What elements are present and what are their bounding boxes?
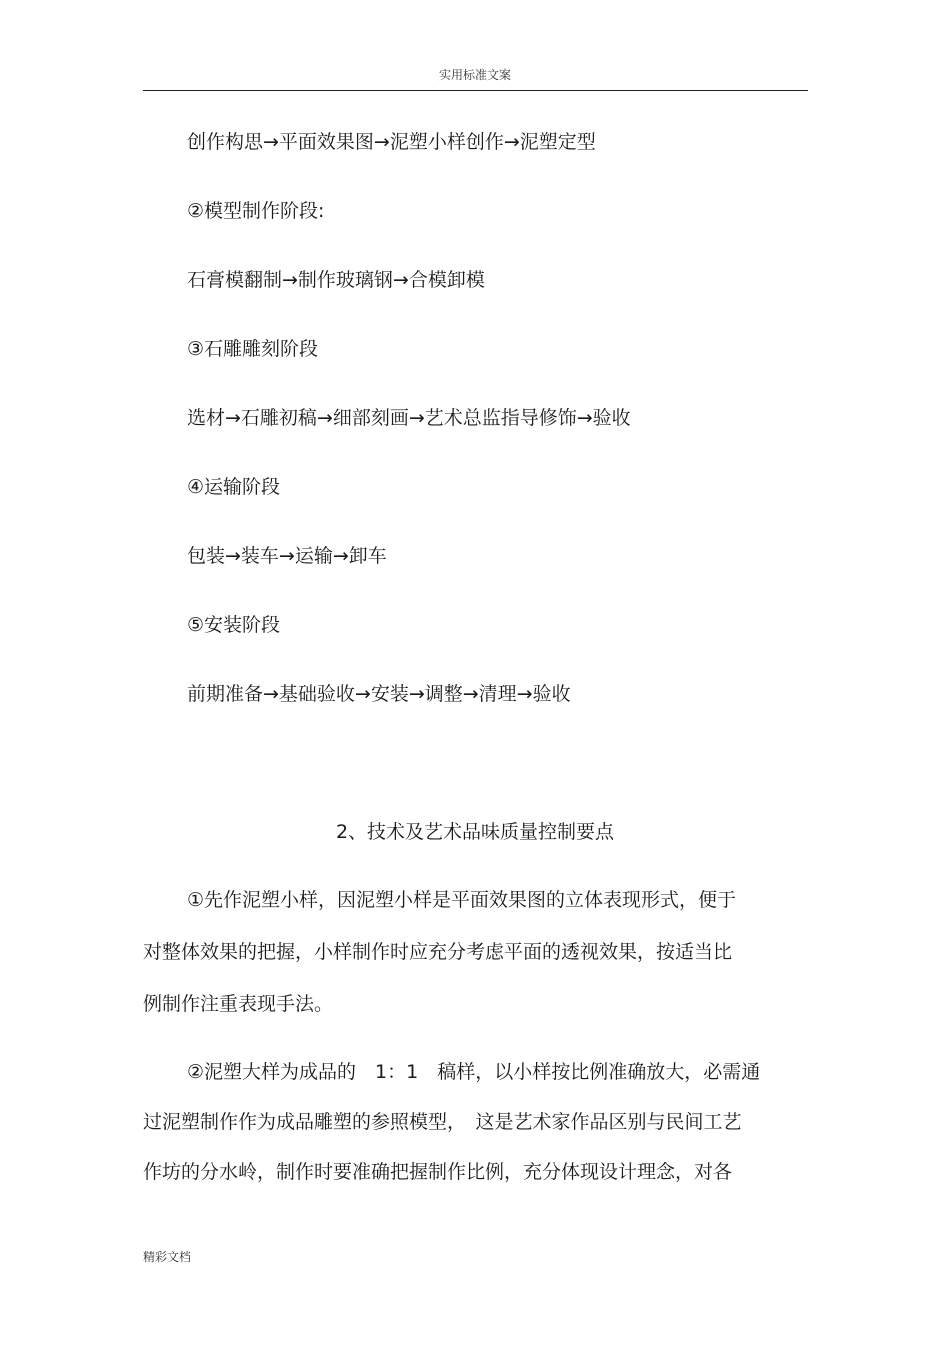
page-header-title: 实用标准文案 (438, 68, 511, 82)
stage-line: 创作构思→平面效果图→泥塑小样创作→泥塑定型 (187, 131, 596, 153)
stage-line: ②模型制作阶段: (187, 200, 325, 222)
stage-line: ④运输阶段 (187, 476, 281, 498)
page-footer: 精彩文档 (143, 1250, 192, 1264)
paragraph-line: 过泥塑制作作为成品雕塑的参照模型， 这是艺术家作品区别与民间工艺 (143, 1111, 742, 1133)
stage-line: ⑤安装阶段 (187, 614, 281, 636)
stage-line: 石膏模翻制→制作玻璃钢→合模卸模 (187, 269, 485, 291)
stage-line: ③石雕雕刻阶段 (187, 338, 319, 360)
stage-line: 包装→装车→运输→卸车 (187, 545, 387, 567)
section-heading: 2、技术及艺术品味质量控制要点 (335, 821, 615, 843)
paragraph-line: 例制作注重表现手法。 (143, 993, 334, 1015)
paragraph-line: ①先作泥塑小样，因泥塑小样是平面效果图的立体表现形式，便于 (187, 889, 737, 911)
paragraph-line: ②泥塑大样为成品的 1：1 稿样，以小样按比例准确放大，必需通 (187, 1061, 761, 1083)
header-divider (143, 90, 808, 91)
stage-line: 前期准备→基础验收→安装→调整→清理→验收 (187, 683, 571, 705)
paragraph-line: 作坊的分水岭，制作时要准确把握制作比例，充分体现设计理念，对各 (143, 1161, 733, 1183)
stage-line: 选材→石雕初稿→细部刻画→艺术总监指导修饰→验收 (187, 407, 631, 429)
paragraph-line: 对整体效果的把握，小样制作时应充分考虑平面的透视效果，按适当比 (143, 941, 733, 963)
